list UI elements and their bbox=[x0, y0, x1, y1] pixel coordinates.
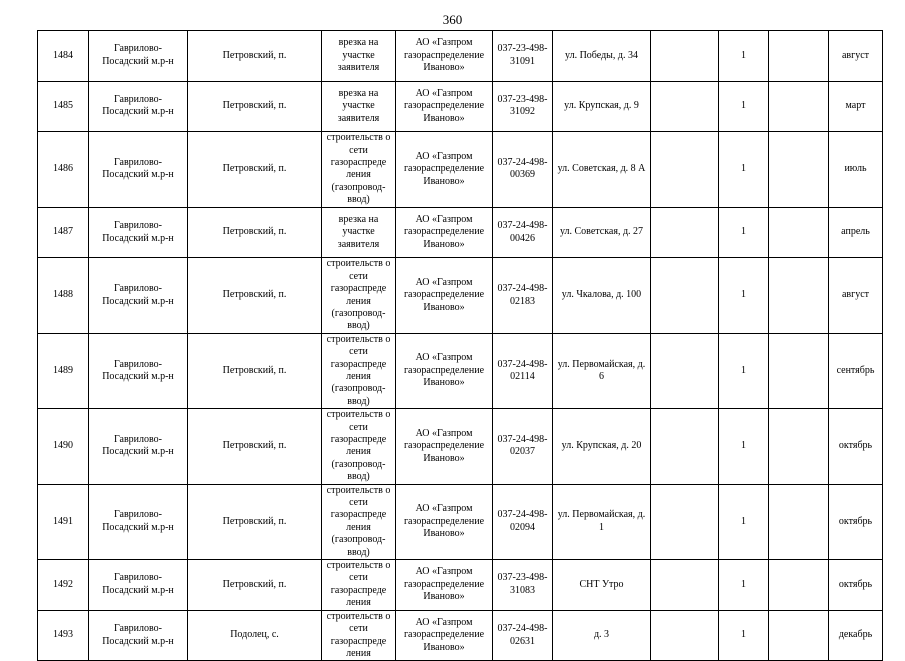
quantity-cell: 1 bbox=[719, 31, 769, 82]
row-number-cell: 1488 bbox=[38, 258, 89, 333]
row-number-cell: 1484 bbox=[38, 31, 89, 82]
locality-cell: Петровский, п. bbox=[188, 484, 322, 559]
empty-cell bbox=[769, 258, 829, 333]
organization-cell: АО «Газпром газораспределение Иваново» bbox=[396, 484, 493, 559]
locality-cell: Петровский, п. bbox=[188, 132, 322, 207]
address-cell: ул. Чкалова, д. 100 bbox=[553, 258, 651, 333]
empty-cell bbox=[651, 258, 719, 333]
empty-cell bbox=[651, 484, 719, 559]
district-cell: Гаврилово-Посадский м.р-н bbox=[89, 409, 188, 484]
table-row bbox=[38, 258, 883, 333]
quantity-cell: 1 bbox=[719, 333, 769, 408]
district-cell: Гаврилово-Посадский м.р-н bbox=[89, 31, 188, 82]
work-type-cell: строительств о сети газораспреде ления (газопровод-ввод) bbox=[322, 258, 396, 333]
work-type-cell: строительств о сети газораспреде ления bbox=[322, 610, 396, 661]
row-number-cell: 1492 bbox=[38, 560, 89, 611]
empty-cell bbox=[651, 409, 719, 484]
work-type-cell: врезка на участке заявителя bbox=[322, 31, 396, 82]
district-cell: Гаврилово-Посадский м.р-н bbox=[89, 132, 188, 207]
organization-cell: АО «Газпром газораспределение Иваново» bbox=[396, 207, 493, 258]
organization-cell: АО «Газпром газораспределение Иваново» bbox=[396, 31, 493, 82]
object-code-cell: 037-24-498-02183 bbox=[493, 258, 553, 333]
district-cell: Гаврилово-Посадский м.р-н bbox=[89, 81, 188, 132]
object-code-cell: 037-24-498-02037 bbox=[493, 409, 553, 484]
object-code-cell: 037-23-498-31092 bbox=[493, 81, 553, 132]
address-cell: ул. Советская, д. 27 bbox=[553, 207, 651, 258]
table-row bbox=[38, 484, 883, 559]
organization-cell: АО «Газпром газораспределение Иваново» bbox=[396, 333, 493, 408]
address-cell: ул. Крупская, д. 9 bbox=[553, 81, 651, 132]
empty-cell bbox=[651, 333, 719, 408]
quantity-cell: 1 bbox=[719, 560, 769, 611]
quantity-cell: 1 bbox=[719, 81, 769, 132]
empty-cell bbox=[769, 409, 829, 484]
empty-cell bbox=[769, 132, 829, 207]
quantity-cell: 1 bbox=[719, 132, 769, 207]
object-code-cell: 037-23-498-31091 bbox=[493, 31, 553, 82]
row-number-cell: 1485 bbox=[38, 81, 89, 132]
month-cell: декабрь bbox=[829, 610, 883, 661]
row-number-cell: 1490 bbox=[38, 409, 89, 484]
empty-cell bbox=[651, 81, 719, 132]
quantity-cell: 1 bbox=[719, 484, 769, 559]
locality-cell: Петровский, п. bbox=[188, 207, 322, 258]
district-cell: Гаврилово-Посадский м.р-н bbox=[89, 610, 188, 661]
empty-cell bbox=[769, 207, 829, 258]
table-row bbox=[38, 560, 883, 611]
table-row bbox=[38, 31, 883, 82]
table-row bbox=[38, 207, 883, 258]
month-cell: октябрь bbox=[829, 560, 883, 611]
quantity-cell: 1 bbox=[719, 610, 769, 661]
row-number-cell: 1487 bbox=[38, 207, 89, 258]
empty-cell bbox=[651, 610, 719, 661]
empty-cell bbox=[769, 31, 829, 82]
organization-cell: АО «Газпром газораспределение Иваново» bbox=[396, 81, 493, 132]
locality-cell: Петровский, п. bbox=[188, 560, 322, 611]
work-type-cell: врезка на участке заявителя bbox=[322, 81, 396, 132]
locality-cell: Петровский, п. bbox=[188, 258, 322, 333]
object-code-cell: 037-24-498-00369 bbox=[493, 132, 553, 207]
table-row bbox=[38, 132, 883, 207]
address-cell: ул. Первомайская, д. 1 bbox=[553, 484, 651, 559]
work-type-cell: строительств о сети газораспреде ления (газопровод-ввод) bbox=[322, 484, 396, 559]
organization-cell: АО «Газпром газораспределение Иваново» bbox=[396, 258, 493, 333]
organization-cell: АО «Газпром газораспределение Иваново» bbox=[396, 132, 493, 207]
month-cell: октябрь bbox=[829, 484, 883, 559]
district-cell: Гаврилово-Посадский м.р-н bbox=[89, 207, 188, 258]
address-cell: ул. Крупская, д. 20 bbox=[553, 409, 651, 484]
empty-cell bbox=[769, 333, 829, 408]
locality-cell: Подолец, с. bbox=[188, 610, 322, 661]
empty-cell bbox=[651, 132, 719, 207]
district-cell: Гаврилово-Посадский м.р-н bbox=[89, 484, 188, 559]
address-cell: ул. Первомайская, д. 6 bbox=[553, 333, 651, 408]
organization-cell: АО «Газпром газораспределение Иваново» bbox=[396, 610, 493, 661]
table-row bbox=[38, 610, 883, 661]
object-code-cell: 037-24-498-02631 bbox=[493, 610, 553, 661]
work-type-cell: строительств о сети газораспреде ления (газопровод-ввод) bbox=[322, 409, 396, 484]
organization-cell: АО «Газпром газораспределение Иваново» bbox=[396, 560, 493, 611]
address-cell: СНТ Утро bbox=[553, 560, 651, 611]
month-cell: март bbox=[829, 81, 883, 132]
empty-cell bbox=[651, 560, 719, 611]
work-type-cell: строительств о сети газораспреде ления bbox=[322, 560, 396, 611]
empty-cell bbox=[769, 484, 829, 559]
empty-cell bbox=[769, 560, 829, 611]
locality-cell: Петровский, п. bbox=[188, 81, 322, 132]
quantity-cell: 1 bbox=[719, 409, 769, 484]
quantity-cell: 1 bbox=[719, 258, 769, 333]
quantity-cell: 1 bbox=[719, 207, 769, 258]
table-row bbox=[38, 409, 883, 484]
object-code-cell: 037-24-498-02114 bbox=[493, 333, 553, 408]
row-number-cell: 1493 bbox=[38, 610, 89, 661]
page-number: 360 bbox=[442, 12, 463, 27]
month-cell: июль bbox=[829, 132, 883, 207]
empty-cell bbox=[769, 610, 829, 661]
table-body bbox=[38, 31, 883, 661]
row-number-cell: 1486 bbox=[38, 132, 89, 207]
locality-cell: Петровский, п. bbox=[188, 333, 322, 408]
month-cell: сентябрь bbox=[829, 333, 883, 408]
row-number-cell: 1489 bbox=[38, 333, 89, 408]
object-code-cell: 037-24-498-02094 bbox=[493, 484, 553, 559]
district-cell: Гаврилово-Посадский м.р-н bbox=[89, 560, 188, 611]
registry-table bbox=[37, 30, 883, 661]
empty-cell bbox=[651, 207, 719, 258]
month-cell: апрель bbox=[829, 207, 883, 258]
row-number-cell: 1491 bbox=[38, 484, 89, 559]
empty-cell bbox=[769, 81, 829, 132]
district-cell: Гаврилово-Посадский м.р-н bbox=[89, 258, 188, 333]
table-row bbox=[38, 81, 883, 132]
month-cell: август bbox=[829, 31, 883, 82]
work-type-cell: строительств о сети газораспреде ления (газопровод-ввод) bbox=[322, 333, 396, 408]
object-code-cell: 037-23-498-31083 bbox=[493, 560, 553, 611]
work-type-cell: строительств о сети газораспреде ления (газопровод-ввод) bbox=[322, 132, 396, 207]
month-cell: октябрь bbox=[829, 409, 883, 484]
address-cell: ул. Победы, д. 34 bbox=[553, 31, 651, 82]
locality-cell: Петровский, п. bbox=[188, 31, 322, 82]
district-cell: Гаврилово-Посадский м.р-н bbox=[89, 333, 188, 408]
table-row bbox=[38, 333, 883, 408]
empty-cell bbox=[651, 31, 719, 82]
organization-cell: АО «Газпром газораспределение Иваново» bbox=[396, 409, 493, 484]
address-cell: д. 3 bbox=[553, 610, 651, 661]
locality-cell: Петровский, п. bbox=[188, 409, 322, 484]
month-cell: август bbox=[829, 258, 883, 333]
address-cell: ул. Советская, д. 8 А bbox=[553, 132, 651, 207]
object-code-cell: 037-24-498-00426 bbox=[493, 207, 553, 258]
work-type-cell: врезка на участке заявителя bbox=[322, 207, 396, 258]
